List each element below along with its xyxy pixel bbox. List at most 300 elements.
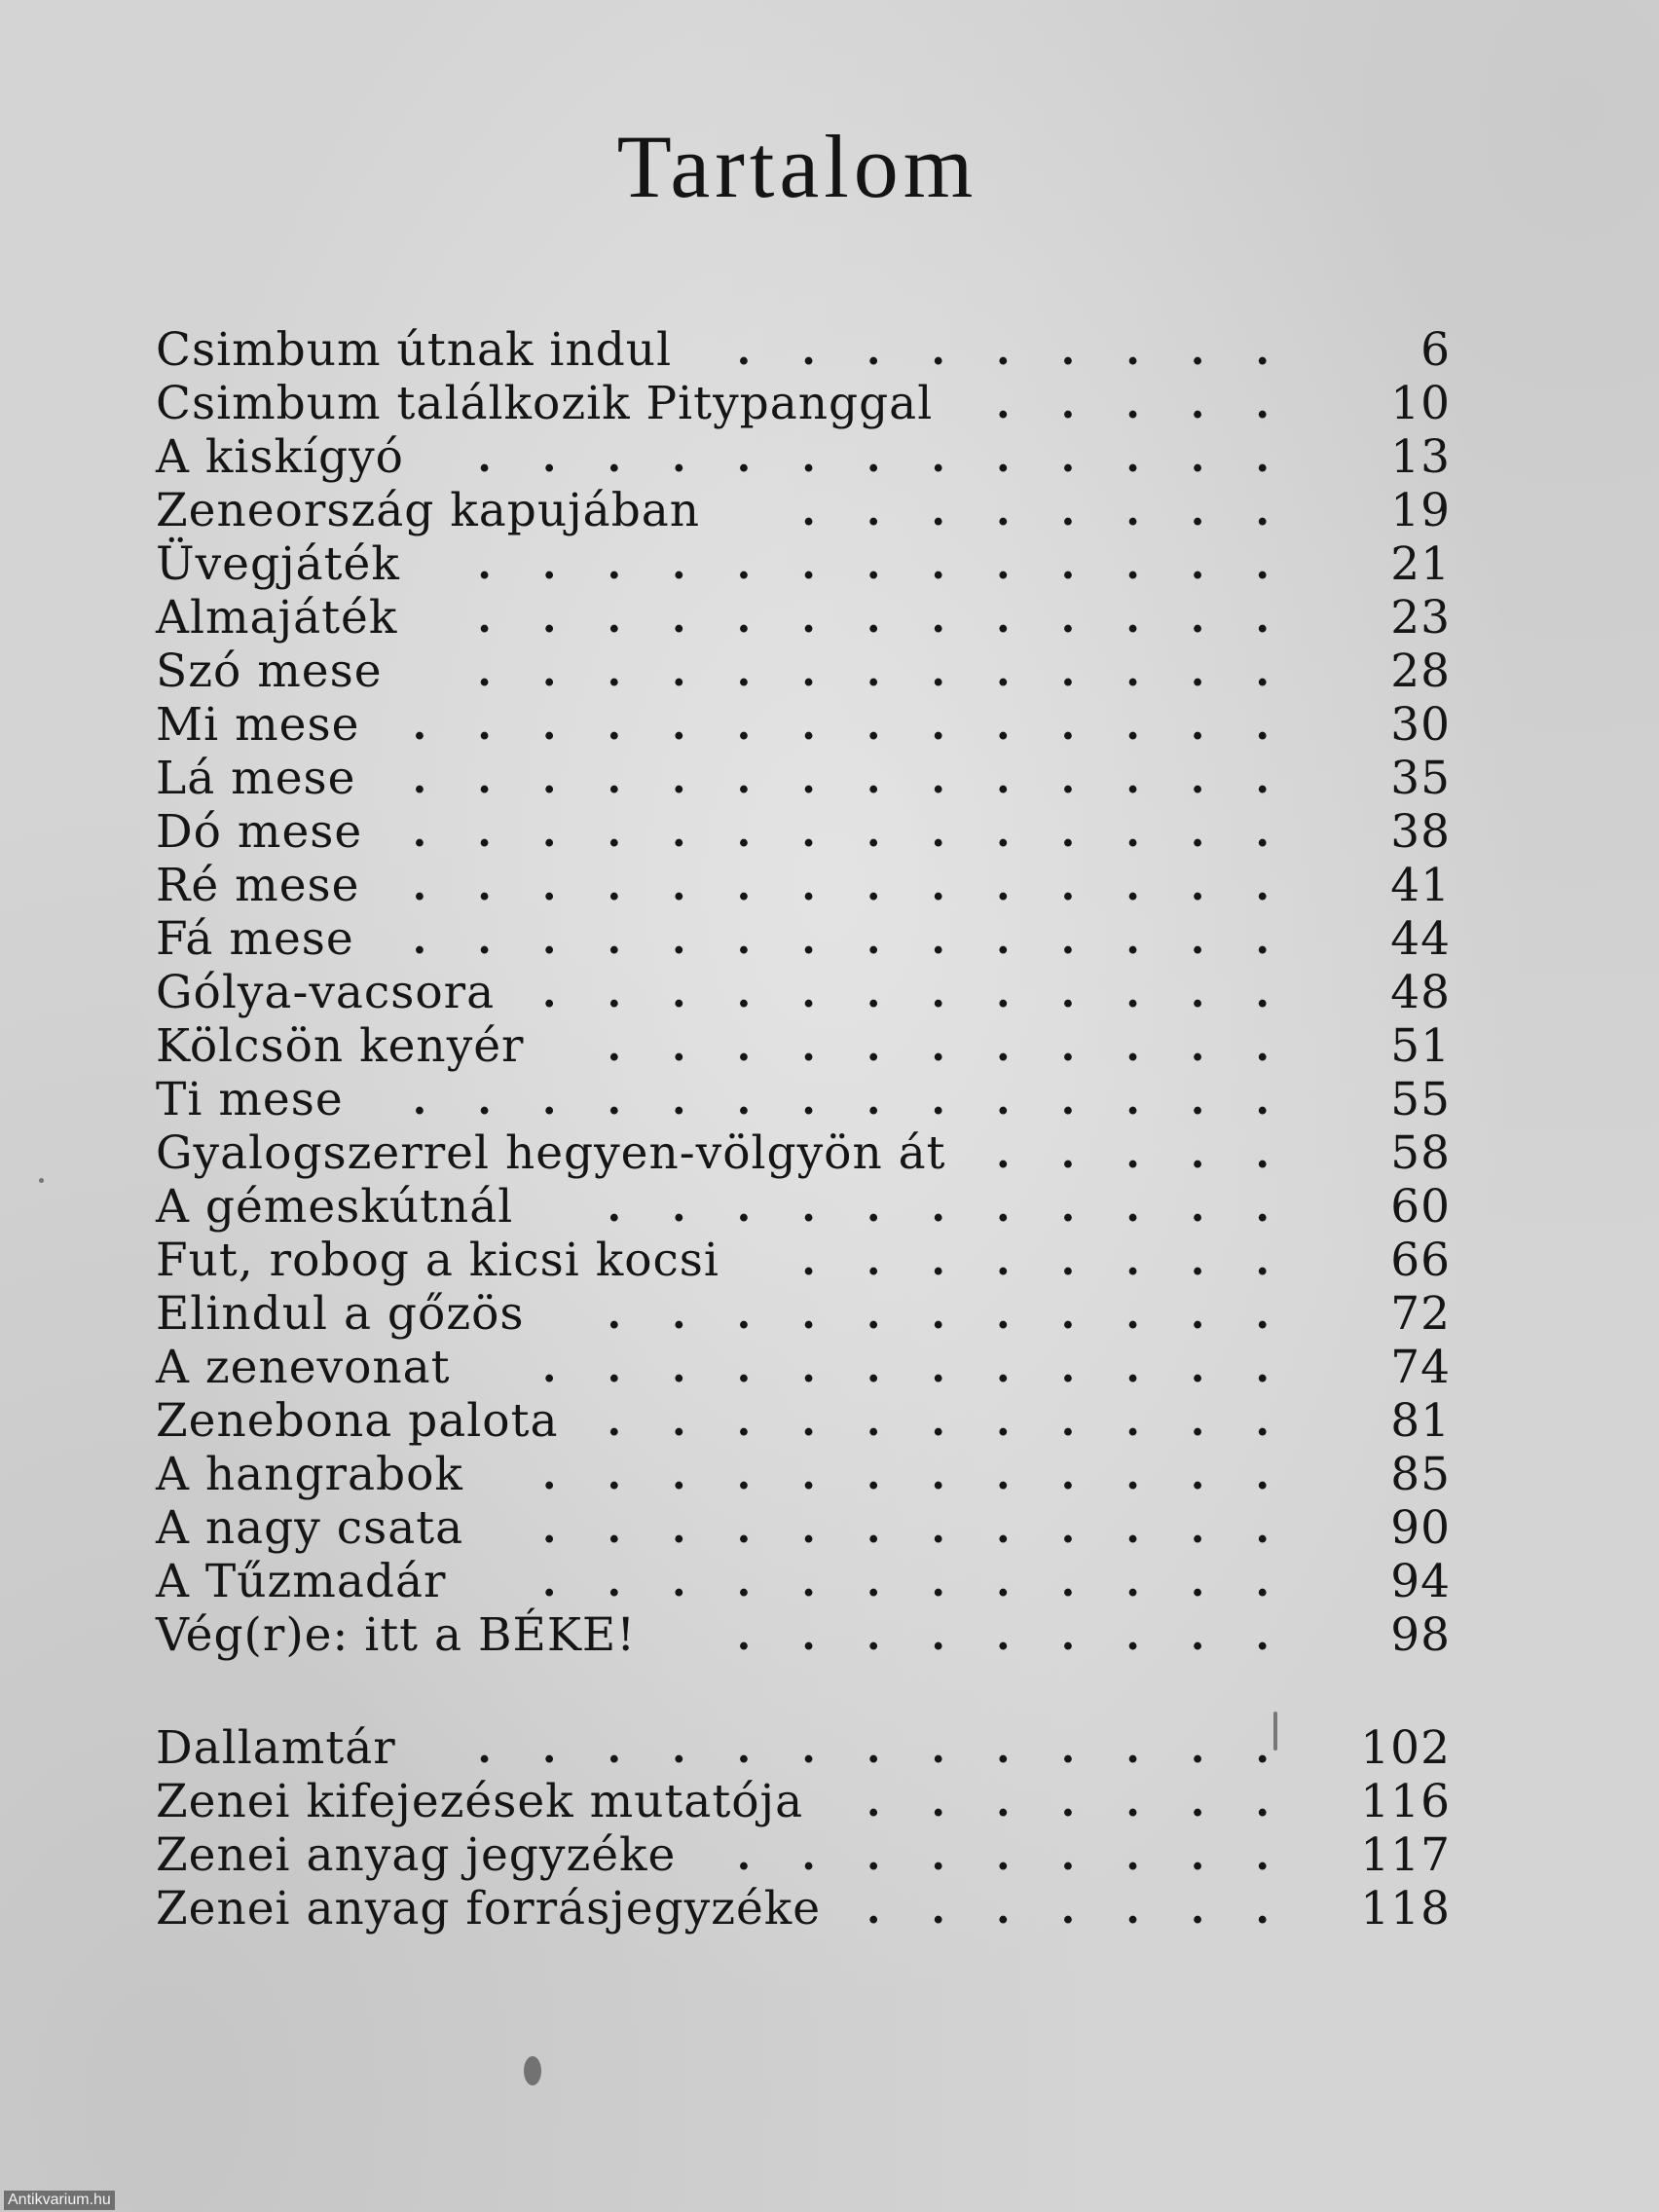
toc-entry	[156, 1234, 1451, 1287]
leader-dot: .	[801, 1344, 816, 1391]
leader-dot: .	[736, 647, 752, 695]
leader-dot: .	[1255, 1344, 1271, 1391]
leader-dot: .	[1190, 433, 1205, 481]
leader-dot: .	[1190, 755, 1205, 802]
leader-dot: .	[866, 1344, 881, 1391]
leader-dot: .	[1190, 594, 1205, 642]
leader-dot: .	[607, 1183, 622, 1231]
leader-dot: .	[1125, 1611, 1140, 1659]
entry-page-number: 90	[1390, 1501, 1451, 1555]
leader-dot: .	[736, 862, 752, 909]
leader-dot: .	[1255, 1129, 1271, 1177]
leader-dot: .	[541, 1344, 557, 1391]
leader-dot: .	[477, 701, 492, 749]
leader-dot: .	[866, 969, 881, 1016]
leader-dot: .	[1255, 1183, 1271, 1231]
leader-dot: .	[931, 1183, 946, 1231]
leader-dot: .	[1255, 915, 1271, 963]
leader-dot: .	[801, 1022, 816, 1070]
leader-dot: .	[672, 862, 686, 909]
leader-dot: .	[1190, 380, 1205, 427]
leader-dot: .	[477, 433, 492, 481]
leader-dot: .	[607, 701, 622, 749]
entry-page-number: 41	[1390, 859, 1451, 912]
toc-entry	[156, 1775, 1451, 1828]
toc-entry	[156, 1341, 1451, 1394]
leader-dot: .	[1125, 433, 1140, 481]
entry-title: Gyalogszerrel hegyen-völgyön át	[156, 1126, 946, 1180]
toc-entry	[156, 1019, 1451, 1073]
entry-title: Fut, robog a kicsi kocsi	[156, 1234, 719, 1287]
leader-dot: .	[1255, 647, 1271, 695]
toc-entry	[156, 377, 1451, 430]
leader-dot: .	[607, 1558, 622, 1605]
leader-dot: .	[541, 1451, 557, 1498]
leader-dot: .	[1125, 915, 1140, 963]
leader-dot: .	[672, 433, 686, 481]
entry-title: Ti mese	[156, 1073, 344, 1126]
leader-dot: .	[1125, 1290, 1140, 1338]
leader-dot: .	[1125, 1831, 1140, 1879]
toc-entry	[156, 912, 1451, 966]
paper-speck	[39, 1178, 44, 1183]
leader-dot: .	[1060, 647, 1076, 695]
leader-dot: .	[996, 1451, 1011, 1498]
leader-dot: .	[1125, 1885, 1140, 1933]
entry-page-number: 85	[1390, 1448, 1451, 1501]
leader-dot: .	[801, 1451, 816, 1498]
entry-page-number: 94	[1390, 1555, 1451, 1608]
entry-page-number: 51	[1390, 1019, 1451, 1073]
entry-title: Fá mese	[156, 912, 354, 966]
leader-dot: .	[672, 1183, 686, 1231]
leader-dot: .	[672, 969, 686, 1016]
leader-dot: .	[866, 433, 881, 481]
entry-title: Gólya-vacsora	[156, 966, 496, 1019]
toc-entry	[156, 1608, 1451, 1662]
leader-dot: .	[996, 1831, 1011, 1879]
leader-dot: .	[1190, 1183, 1205, 1231]
leader-dot: .	[541, 915, 557, 963]
leader-dot: .	[931, 1344, 946, 1391]
leader-dot: .	[866, 808, 881, 856]
leader-dot: .	[1125, 969, 1140, 1016]
leader-dot: .	[607, 1076, 622, 1124]
entry-title: A zenevonat	[156, 1341, 451, 1394]
leader-dot: .	[801, 594, 816, 642]
leader-dot: .	[866, 1724, 881, 1772]
entry-title: Zeneország kapujában	[156, 484, 701, 537]
leader-dot: .	[996, 1344, 1011, 1391]
leader-dot: .	[996, 380, 1011, 427]
leader-dot: .	[1125, 1076, 1140, 1124]
leader-dot: .	[1255, 1290, 1271, 1338]
entry-page-number: 23	[1390, 591, 1451, 645]
entry-title: Zenei anyag forrásjegyzéke	[156, 1882, 822, 1936]
leader-dot: .	[672, 701, 686, 749]
leader-dot: .	[866, 1397, 881, 1445]
leader-dot: .	[931, 808, 946, 856]
toc-entry	[156, 645, 1451, 698]
leader-dot: .	[866, 1236, 881, 1284]
leader-dot: .	[672, 1290, 686, 1338]
entry-title: Üvegjáték	[156, 537, 400, 591]
entry-page-number: 44	[1390, 912, 1451, 966]
leader-dot: .	[607, 647, 622, 695]
leader-dot: .	[477, 808, 492, 856]
leader-dot: .	[1125, 1236, 1140, 1284]
leader-dot: .	[541, 1558, 557, 1605]
leader-dot: .	[931, 915, 946, 963]
leader-dot: .	[1060, 1558, 1076, 1605]
leader-dot: .	[1060, 1344, 1076, 1391]
leader-dot: .	[1125, 1397, 1140, 1445]
leader-dot: .	[1255, 862, 1271, 909]
leader-dot: .	[1125, 1451, 1140, 1498]
leader-dot: .	[1060, 1022, 1076, 1070]
leader-dot: .	[866, 915, 881, 963]
leader-dot: .	[607, 862, 622, 909]
leader-dot: .	[1255, 1397, 1271, 1445]
leader-dot: .	[541, 433, 557, 481]
toc-entry	[156, 1180, 1451, 1234]
entry-page-number: 21	[1390, 537, 1451, 591]
appendix-contents	[156, 1721, 1451, 1936]
leader-dot: .	[1125, 1183, 1140, 1231]
leader-dot: .	[1060, 1397, 1076, 1445]
leader-dot: .	[931, 1558, 946, 1605]
leader-dot: .	[607, 594, 622, 642]
leader-dot: .	[1255, 1831, 1271, 1879]
leader-dot: .	[541, 594, 557, 642]
leader-dot: .	[866, 1451, 881, 1498]
entry-page-number: 60	[1390, 1180, 1451, 1234]
leader-dot: .	[996, 1129, 1011, 1177]
leader-dot: .	[1125, 647, 1140, 695]
leader-dot: .	[801, 487, 816, 535]
leader-dot: .	[1255, 1778, 1271, 1825]
leader-dot: .	[736, 1504, 752, 1552]
leader-dot: .	[736, 969, 752, 1016]
leader-dot: .	[736, 1558, 752, 1605]
leader-dot: .	[1190, 1076, 1205, 1124]
leader-dot: .	[996, 1724, 1011, 1772]
entry-page-number: 58	[1390, 1126, 1451, 1180]
leader-dot: .	[1060, 1831, 1076, 1879]
leader-dot: .	[801, 1290, 816, 1338]
leader-dot: .	[607, 1344, 622, 1391]
toc-entry	[156, 1882, 1451, 1936]
leader-dot: .	[1060, 862, 1076, 909]
entry-title: Kölcsön kenyér	[156, 1019, 525, 1073]
leader-dot: .	[607, 1724, 622, 1772]
leader-dot: .	[1255, 433, 1271, 481]
leader-dot: .	[866, 701, 881, 749]
leader-dot: .	[801, 1504, 816, 1552]
leader-dot: .	[931, 1724, 946, 1772]
toc-entry	[156, 1828, 1451, 1882]
leader-dot: .	[477, 915, 492, 963]
leader-dot: .	[1060, 1504, 1076, 1552]
leader-dot: .	[1125, 808, 1140, 856]
paper-speck	[524, 2056, 541, 2085]
leader-dot: .	[866, 647, 881, 695]
leader-dot: .	[736, 1022, 752, 1070]
leader-dot: .	[866, 755, 881, 802]
entry-title: Dallamtár	[156, 1721, 396, 1775]
leader-dot: .	[1190, 1558, 1205, 1605]
leader-dot: .	[931, 1611, 946, 1659]
leader-dot: .	[1125, 1778, 1140, 1825]
leader-dot: .	[1060, 594, 1076, 642]
leader-dot: .	[931, 487, 946, 535]
leader-dot: .	[866, 1778, 881, 1825]
leader-dot: .	[541, 1724, 557, 1772]
leader-dot: .	[801, 1183, 816, 1231]
leader-dot: .	[801, 915, 816, 963]
leader-dot: .	[866, 1558, 881, 1605]
leader-dot: .	[736, 1183, 752, 1231]
leader-dot: .	[1125, 1504, 1140, 1552]
entry-page-number: 38	[1390, 805, 1451, 859]
leader-dot: .	[412, 701, 427, 749]
leader-dot: .	[801, 326, 816, 374]
leader-dot: .	[1255, 540, 1271, 588]
leader-dot: .	[541, 701, 557, 749]
entry-title: A kiskígyó	[156, 430, 404, 484]
leader-dot: .	[412, 862, 427, 909]
leader-dot: .	[541, 755, 557, 802]
leader-dot: .	[1255, 1236, 1271, 1284]
leader-dot: .	[1190, 969, 1205, 1016]
entry-page-number: 35	[1390, 752, 1451, 805]
leader-dot: .	[931, 433, 946, 481]
leader-dot: .	[1125, 594, 1140, 642]
leader-dot: .	[1255, 380, 1271, 427]
leader-dot: .	[866, 540, 881, 588]
leader-dot: .	[607, 1504, 622, 1552]
leader-dot: .	[801, 808, 816, 856]
leader-dot: .	[996, 1022, 1011, 1070]
leader-dot: .	[931, 594, 946, 642]
leader-dot: .	[931, 647, 946, 695]
leader-dot: .	[1190, 1022, 1205, 1070]
entry-title: Lá mese	[156, 752, 356, 805]
leader-dot: .	[931, 1831, 946, 1879]
leader-dot: .	[477, 540, 492, 588]
leader-dot: .	[866, 1183, 881, 1231]
leader-dot: .	[801, 1611, 816, 1659]
leader-dot: .	[1190, 1290, 1205, 1338]
leader-dot: .	[672, 915, 686, 963]
toc-entry	[156, 698, 1451, 752]
leader-dot: .	[866, 1831, 881, 1879]
leader-dot: .	[1190, 1885, 1205, 1933]
leader-dot: .	[866, 1885, 881, 1933]
leader-dot: .	[996, 1885, 1011, 1933]
leader-dot: .	[1255, 969, 1271, 1016]
leader-dot: .	[866, 1611, 881, 1659]
leader-dot: .	[672, 594, 686, 642]
leader-dot: .	[1060, 1290, 1076, 1338]
leader-dot: .	[931, 862, 946, 909]
toc-entry	[156, 1501, 1451, 1555]
watermark: Antikvarium.hu	[4, 2191, 115, 2210]
entry-page-number: 55	[1390, 1073, 1451, 1126]
leader-dot: .	[736, 1831, 752, 1879]
leader-dot: .	[541, 969, 557, 1016]
leader-dot: .	[931, 969, 946, 1016]
leader-dot: .	[801, 969, 816, 1016]
leader-dot: .	[866, 862, 881, 909]
leader-dot: .	[672, 1344, 686, 1391]
leader-dot: .	[1060, 1885, 1076, 1933]
leader-dot: .	[1255, 1724, 1271, 1772]
entry-page-number: 98	[1390, 1608, 1451, 1662]
leader-dot: .	[1190, 1129, 1205, 1177]
leader-dot: .	[1060, 1724, 1076, 1772]
leader-dot: .	[996, 540, 1011, 588]
leader-dot: .	[996, 1076, 1011, 1124]
leader-dot: .	[1060, 969, 1076, 1016]
leader-dot: .	[736, 540, 752, 588]
leader-dot: .	[996, 915, 1011, 963]
toc-entry	[156, 1448, 1451, 1501]
leader-dot: .	[1060, 1183, 1076, 1231]
entry-title: Zenebona palota	[156, 1394, 559, 1448]
entry-title: Zenei anyag jegyzéke	[156, 1828, 677, 1882]
leader-dot: .	[477, 647, 492, 695]
entry-page-number: 116	[1360, 1775, 1451, 1828]
leader-dot: .	[1255, 1504, 1271, 1552]
entry-title: Szó mese	[156, 645, 383, 698]
toc-entry	[156, 430, 1451, 484]
leader-dot: .	[996, 862, 1011, 909]
leader-dot: .	[672, 1724, 686, 1772]
entry-page-number: 118	[1360, 1882, 1451, 1936]
leader-dot: .	[996, 808, 1011, 856]
leader-dot: .	[736, 915, 752, 963]
leader-dot: .	[1125, 487, 1140, 535]
leader-dot: .	[736, 326, 752, 374]
leader-dot: .	[866, 1022, 881, 1070]
leader-dot: .	[672, 1397, 686, 1445]
leader-dot: .	[931, 701, 946, 749]
entry-page-number: 74	[1390, 1341, 1451, 1394]
entry-page-number: 6	[1420, 323, 1451, 377]
leader-dot: .	[1060, 1451, 1076, 1498]
leader-dot: .	[1190, 1778, 1205, 1825]
leader-dot: .	[541, 647, 557, 695]
leader-dot: .	[1190, 1724, 1205, 1772]
leader-dot: .	[477, 755, 492, 802]
leader-dot: .	[541, 540, 557, 588]
leader-dot: .	[1125, 701, 1140, 749]
leader-dot: .	[1060, 487, 1076, 535]
entry-title: Ré mese	[156, 859, 360, 912]
leader-dot: .	[672, 1076, 686, 1124]
leader-dot: .	[801, 1236, 816, 1284]
leader-dot: .	[1125, 1022, 1140, 1070]
leader-dot: .	[607, 433, 622, 481]
toc-entry	[156, 591, 1451, 645]
entry-title: A gémeskútnál	[156, 1180, 514, 1234]
leader-dot: .	[1060, 808, 1076, 856]
leader-dot: .	[672, 540, 686, 588]
leader-dot: .	[1255, 1022, 1271, 1070]
leader-dot: .	[801, 1831, 816, 1879]
leader-dot: .	[1190, 1344, 1205, 1391]
leader-dot: .	[801, 755, 816, 802]
leader-dot: .	[1060, 1611, 1076, 1659]
toc-entry	[156, 966, 1451, 1019]
leader-dot: .	[541, 1504, 557, 1552]
leader-dot: .	[1190, 647, 1205, 695]
leader-dot: .	[1255, 1076, 1271, 1124]
leader-dot: .	[1190, 487, 1205, 535]
leader-dot: .	[477, 594, 492, 642]
leader-dot: .	[996, 1290, 1011, 1338]
toc-entry	[156, 805, 1451, 859]
entry-title: A Tűzmadár	[156, 1555, 447, 1608]
leader-dot: .	[801, 1397, 816, 1445]
entry-title: Csimbum találkozik Pitypanggal	[156, 377, 934, 430]
leader-dot: .	[1060, 380, 1076, 427]
leader-dot: .	[672, 647, 686, 695]
leader-dot: .	[541, 1076, 557, 1124]
leader-dot: .	[412, 808, 427, 856]
toc-entry	[156, 484, 1451, 537]
entry-page-number: 13	[1390, 430, 1451, 484]
leader-dot: .	[931, 1885, 946, 1933]
entry-page-number: 10	[1390, 377, 1451, 430]
leader-dot: .	[1190, 808, 1205, 856]
leader-dot: .	[1060, 433, 1076, 481]
leader-dot: .	[477, 862, 492, 909]
leader-dot: .	[1190, 1236, 1205, 1284]
leader-dot: .	[996, 1611, 1011, 1659]
leader-dot: .	[736, 594, 752, 642]
leader-dot: .	[801, 1724, 816, 1772]
leader-dot: .	[1255, 808, 1271, 856]
leader-dot: .	[736, 1290, 752, 1338]
entry-page-number: 30	[1390, 698, 1451, 752]
leader-dot: .	[1125, 380, 1140, 427]
leader-dot: .	[736, 701, 752, 749]
leader-dot: .	[736, 755, 752, 802]
leader-dot: .	[996, 1778, 1011, 1825]
leader-dot: .	[996, 647, 1011, 695]
leader-dot: .	[931, 1451, 946, 1498]
leader-dot: .	[1125, 326, 1140, 374]
leader-dot: .	[607, 1451, 622, 1498]
entry-title: Vég(r)e: itt a BÉKE!	[156, 1608, 637, 1662]
entry-page-number: 117	[1360, 1828, 1451, 1882]
leader-dot: .	[1125, 862, 1140, 909]
leader-dot: .	[736, 1344, 752, 1391]
entry-title: A hangrabok	[156, 1448, 463, 1501]
leader-dot: .	[672, 1451, 686, 1498]
toc-entry	[156, 323, 1451, 377]
leader-dot: .	[866, 326, 881, 374]
leader-dot: .	[541, 862, 557, 909]
leader-dot: .	[607, 969, 622, 1016]
leader-dot: .	[931, 1076, 946, 1124]
leader-dot: .	[996, 433, 1011, 481]
leader-dot: .	[1190, 1451, 1205, 1498]
leader-dot: .	[1255, 755, 1271, 802]
leader-dot: .	[736, 433, 752, 481]
